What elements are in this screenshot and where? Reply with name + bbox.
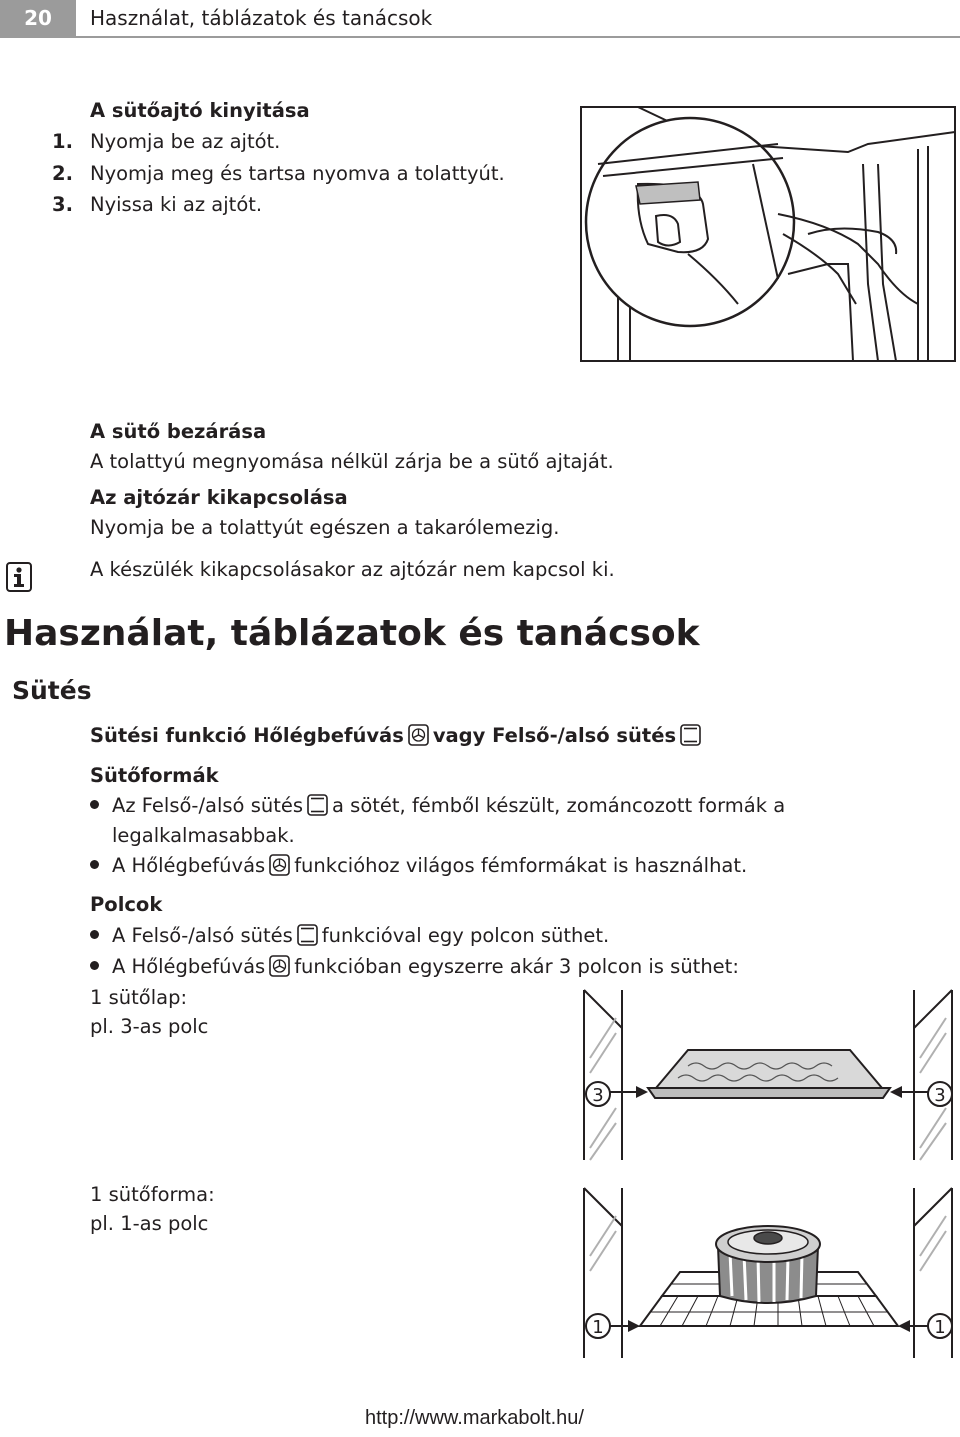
forms-bullet-1 — [90, 791, 785, 821]
bullet-text: funkcióval egy polcon süthet. — [321, 924, 610, 947]
step-text: Nyissa ki az ajtót. — [90, 193, 263, 216]
forms-heading: Sütőformák — [90, 764, 219, 787]
example1-line1: 1 sütőlap: — [90, 986, 188, 1009]
page-header — [0, 0, 960, 36]
footer-url[interactable]: http://www.markabolt.hu/ — [365, 1407, 584, 1429]
step-text: Nyomja meg és tartsa nyomva a tolattyút. — [90, 162, 505, 185]
info-icon — [6, 562, 32, 592]
header-title: Használat, táblázatok és tanácsok — [90, 6, 433, 30]
bullet-text: A Hőlégbefúvás — [112, 955, 266, 978]
door-opening-illustration — [578, 104, 958, 364]
fan-icon — [408, 724, 429, 746]
step-number: 2. — [52, 162, 73, 185]
step-text: Nyomja be az ajtót. — [90, 130, 281, 153]
top-bottom-heat-icon — [307, 794, 328, 816]
shelf-label-left: 1 — [592, 1317, 604, 1338]
example1-line2: pl. 3-as polc — [90, 1015, 209, 1038]
bullet-text: Az Felső-/alsó sütés — [112, 794, 304, 817]
shelves-bullet-2 — [90, 952, 739, 982]
top-bottom-heat-icon — [680, 724, 701, 746]
shelf-label-right: 3 — [934, 1085, 946, 1106]
page-number: 20 — [0, 0, 76, 36]
baking-function-part2: vagy Felső-/alsó sütés — [432, 724, 677, 747]
step-number: 3. — [52, 193, 73, 216]
forms-bullet-1-cont: legalkalmasabbak. — [112, 824, 295, 847]
example2-line2: pl. 1-as polc — [90, 1212, 209, 1235]
step-2 — [52, 159, 505, 189]
bullet-dot — [90, 952, 112, 982]
forms-bullet-2 — [90, 851, 747, 881]
shelf-label-left: 3 — [592, 1085, 604, 1106]
bullet-text: A Hőlégbefúvás — [112, 854, 266, 877]
example2-line1: 1 sütőforma: — [90, 1183, 215, 1206]
shelves-bullet-1 — [90, 921, 609, 951]
bullet-dot — [90, 791, 112, 821]
baking-function-part1: Sütési funkció Hőlégbefúvás — [90, 724, 404, 747]
oven-shelf-1-illustration — [578, 1186, 958, 1361]
bullet-text: funkcióhoz világos fémformákat is használhat. — [294, 854, 748, 877]
bullet-text: a sötét, fémből készült, zománcozott formák a — [332, 794, 786, 817]
door-open-heading: A sütőajtó kinyitása — [90, 99, 310, 122]
lock-off-heading: Az ajtózár kikapcsolása — [90, 486, 348, 509]
step-number: 1. — [52, 130, 73, 153]
step-1 — [52, 127, 280, 157]
step-3 — [52, 190, 262, 220]
bullet-dot — [90, 851, 112, 881]
bullet-text: A Felső-/alsó sütés — [112, 924, 293, 947]
subsection-title: Sütés — [12, 676, 92, 705]
shelves-heading: Polcok — [90, 893, 163, 916]
bullet-dot — [90, 921, 112, 951]
bullet-text: funkcióban egyszerre akár 3 polcon is süthet: — [294, 955, 739, 978]
oven-shelf-3-illustration — [578, 988, 958, 1163]
header-rule — [0, 36, 960, 38]
fan-icon — [269, 955, 290, 977]
door-close-text: A tolattyú megnyomása nélkül zárja be a sütő ajtaját. — [90, 450, 614, 473]
shelf-label-right: 1 — [934, 1317, 946, 1338]
baking-function-line — [90, 721, 705, 751]
lock-off-text: Nyomja be a tolattyút egészen a takarólemezig. — [90, 516, 560, 539]
fan-icon — [269, 854, 290, 876]
info-note: A készülék kikapcsolásakor az ajtózár nem kapcsol ki. — [90, 558, 615, 581]
top-bottom-heat-icon — [297, 924, 318, 946]
door-close-heading: A sütő bezárása — [90, 420, 267, 443]
section-title: Használat, táblázatok és tanácsok — [4, 613, 700, 654]
